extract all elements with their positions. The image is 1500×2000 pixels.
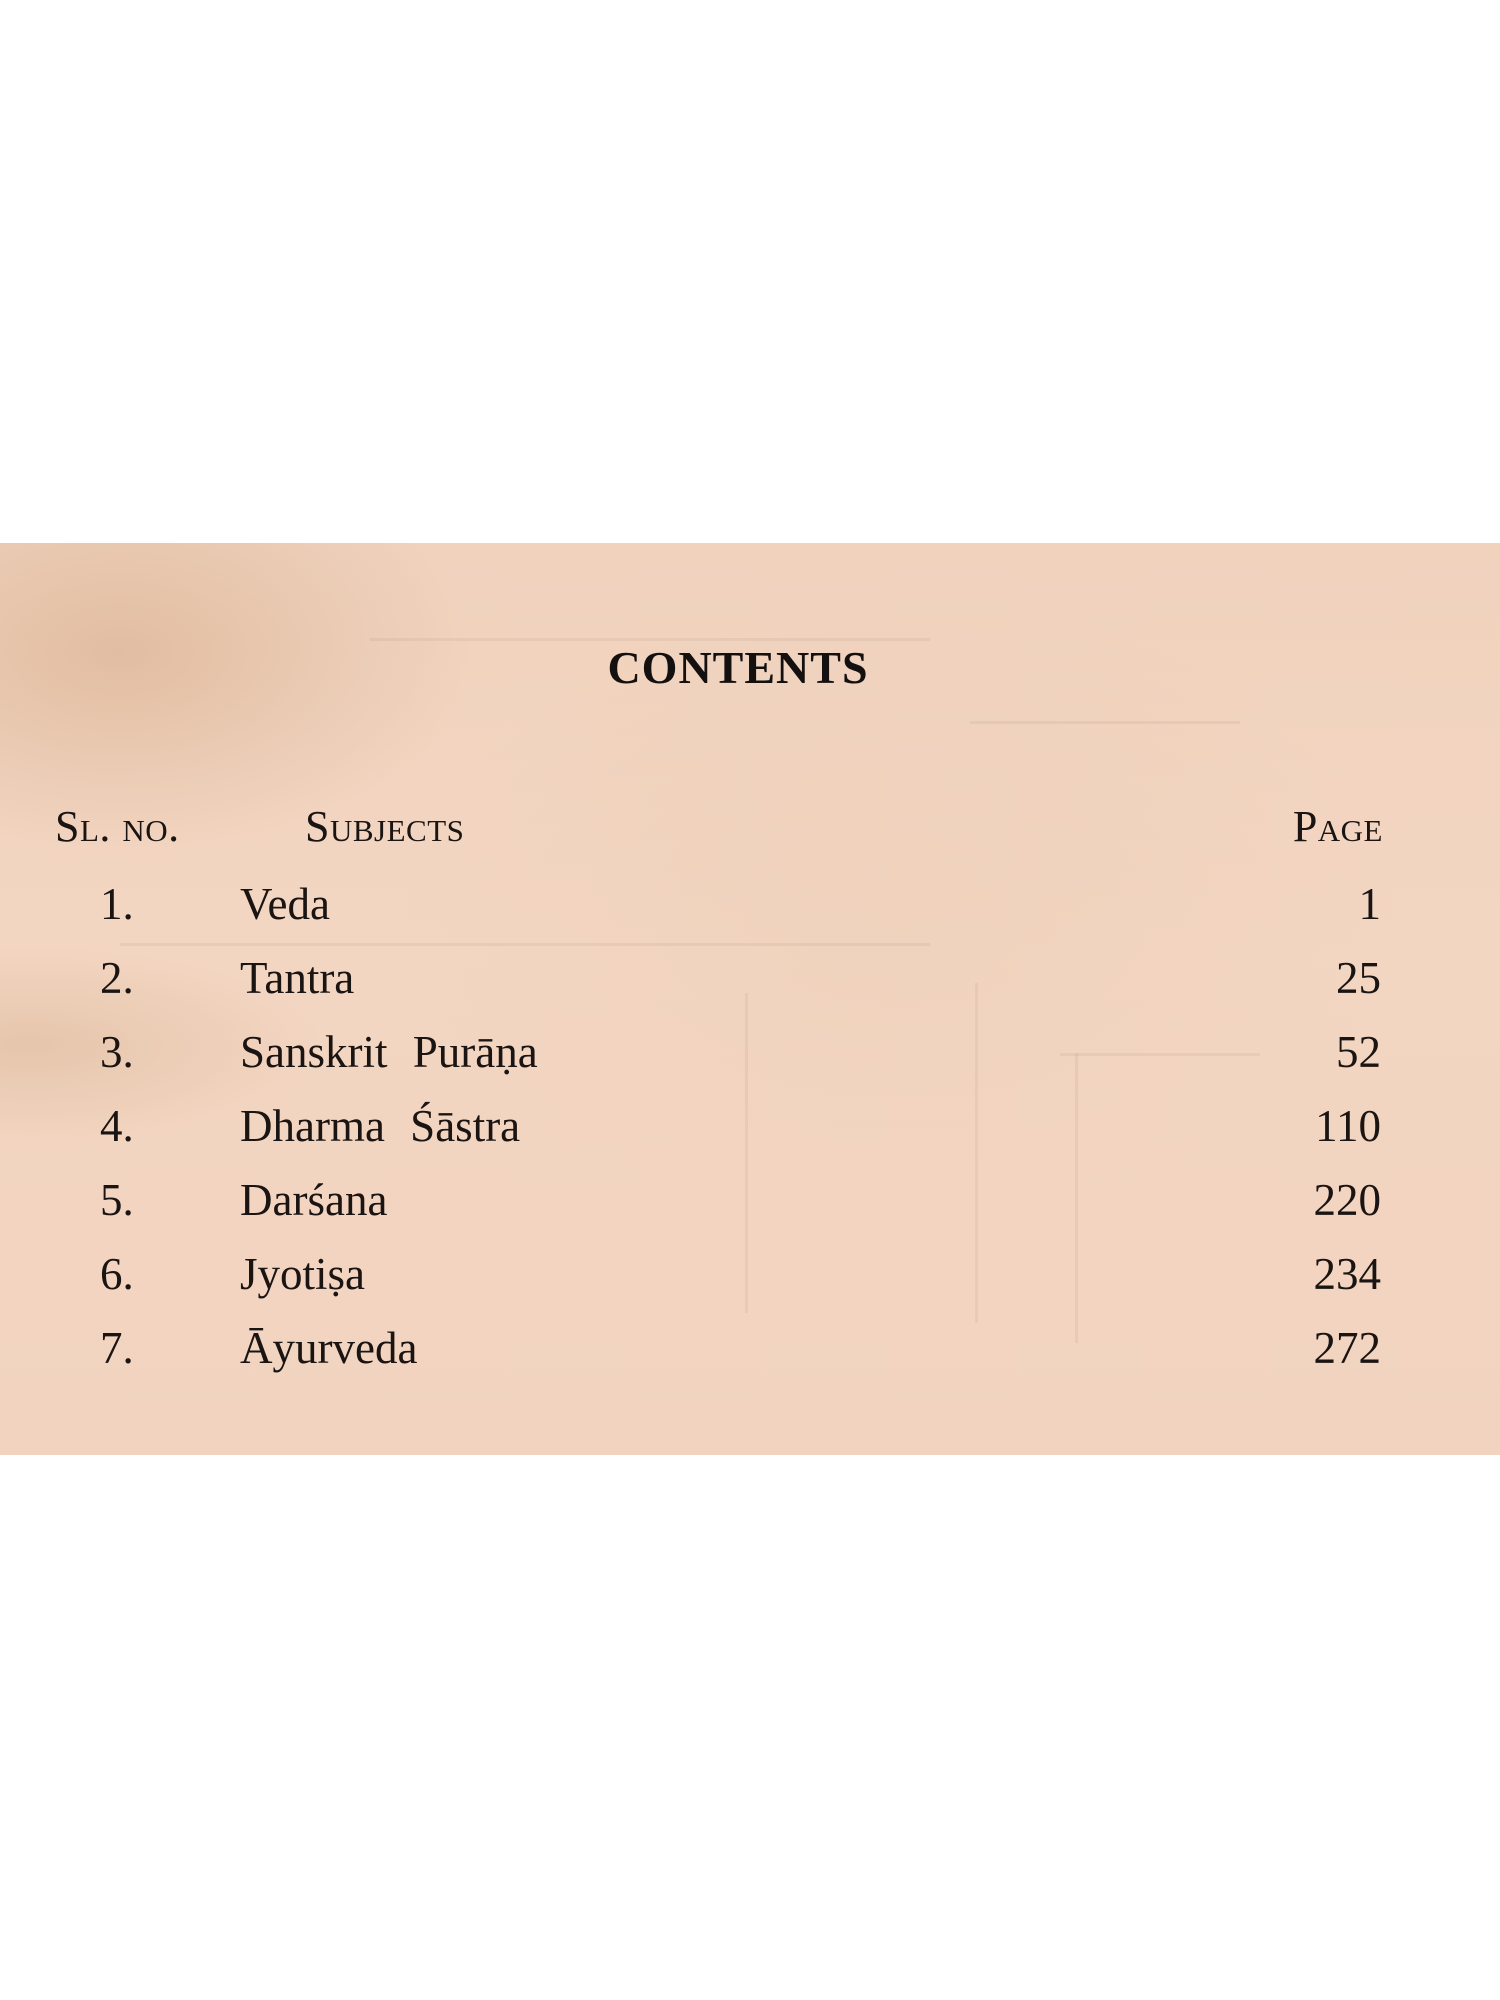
contents-row-5 [0,1166,1500,1240]
row-number: 1. [100,879,134,929]
row-subject: Āyurveda [240,1323,418,1373]
contents-title: CONTENTS [607,642,869,693]
row-page: 25 [1336,953,1381,1003]
contents-list [0,870,1500,1388]
row-page: 220 [1313,1175,1381,1225]
row-subject: Darśana [240,1175,388,1225]
scanned-paper [0,543,1500,1455]
row-page: 272 [1313,1323,1381,1373]
row-page: 110 [1315,1101,1381,1151]
row-number: 3. [100,1027,134,1077]
row-page: 234 [1313,1249,1381,1299]
row-subject: Sanskrit Purāṇa [240,1027,538,1077]
contents-row-2 [0,944,1500,1018]
row-subject: Dharma Śāstra [240,1101,521,1151]
contents-row-3 [0,1018,1500,1092]
header-subjects: Subjects [305,802,465,851]
bleed-through-line [970,721,1240,724]
contents-row-4 [0,1092,1500,1166]
row-number: 5. [100,1175,134,1225]
row-page: 52 [1336,1027,1381,1077]
header-sl-no: Sl. no. [55,802,180,851]
contents-row-6 [0,1240,1500,1314]
row-page: 1 [1358,879,1381,929]
row-subject: Tantra [240,953,355,1003]
row-subject: Veda [240,879,330,929]
row-subject: Jyotiṣa [240,1249,366,1299]
contents-row-7 [0,1314,1500,1388]
row-number: 4. [100,1101,134,1151]
row-number: 6. [100,1249,134,1299]
row-number: 2. [100,953,134,1003]
contents-row-1 [0,870,1500,944]
row-number: 7. [100,1323,134,1373]
header-page: Page [1292,802,1383,851]
